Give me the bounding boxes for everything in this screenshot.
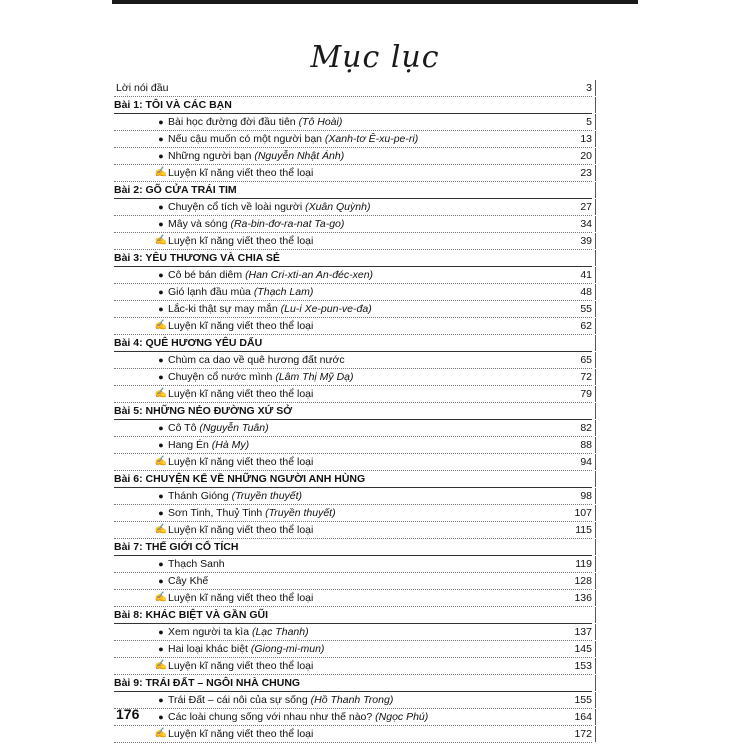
- toc-entry-author: (Lạc Thanh): [251, 626, 309, 638]
- right-rule: [595, 301, 596, 317]
- toc-entry: [114, 590, 592, 607]
- toc-entry-page: 48: [580, 286, 592, 298]
- toc-entry-title: Gió lạnh đầu mùa: [168, 286, 251, 298]
- toc-lesson-heading: [114, 403, 592, 420]
- toc-entry-title: Lời nói đầu: [116, 82, 169, 94]
- toc-entry-title: Luyện kĩ năng viết theo thể loại: [168, 728, 314, 740]
- toc-entry-author: (Nguyễn Nhật Ánh): [254, 150, 345, 162]
- writing-hand-icon: ✍: [154, 592, 168, 603]
- right-rule: [595, 590, 596, 606]
- page-title: Mục lục: [310, 40, 440, 75]
- toc-entry-page: 107: [574, 507, 592, 519]
- toc-entry-author: (Truyền thuyết): [265, 507, 336, 519]
- toc-entry: [114, 573, 592, 590]
- toc-lesson-heading: [114, 335, 592, 352]
- right-rule: [595, 335, 596, 351]
- right-rule: [595, 284, 596, 300]
- bullet-icon: ●: [158, 627, 164, 637]
- toc-entry-page: 13: [580, 133, 592, 145]
- toc-entry-text: [168, 726, 568, 742]
- toc-entry-text: [168, 318, 574, 334]
- toc-entry-text: [168, 624, 568, 640]
- toc-entry: [114, 284, 592, 301]
- lesson-title: Bài 6: CHUYỆN KỂ VỀ NHỮNG NGƯỜI ANH HÙNG: [114, 473, 366, 485]
- toc-entry: [114, 148, 592, 165]
- toc-entry-title: Thánh Gióng: [168, 490, 229, 502]
- toc-entry-text: [168, 233, 574, 249]
- toc-entry: [114, 233, 592, 250]
- right-rule: [595, 369, 596, 385]
- toc-row-intro: [114, 80, 592, 97]
- toc-entry: [114, 369, 592, 386]
- right-rule: [595, 148, 596, 164]
- right-rule: [595, 505, 596, 521]
- toc-entry-title: Trái Đất – cái nôi của sự sống: [168, 694, 308, 706]
- toc-entry-page: 119: [575, 558, 592, 570]
- right-rule: [595, 607, 596, 623]
- right-rule: [595, 80, 596, 96]
- writing-hand-icon: ✍: [154, 388, 168, 399]
- toc-entry-author: (Giong-mi-mun): [250, 643, 325, 655]
- toc-entry-page: 137: [574, 626, 592, 638]
- toc-entry: [114, 556, 592, 573]
- right-rule: [595, 114, 596, 130]
- right-rule: [595, 675, 596, 691]
- right-rule: [595, 454, 596, 470]
- writing-hand-icon: ✍: [154, 235, 168, 246]
- toc-entry-title: Sơn Tinh, Thuỷ Tinh: [168, 507, 263, 519]
- toc-entry-title: Luyện kĩ năng viết theo thể loại: [168, 524, 314, 536]
- toc-entry: [114, 488, 592, 505]
- toc-entry: [114, 692, 592, 709]
- bullet-icon: ●: [158, 695, 164, 705]
- lesson-title: Bài 9: TRÁI ĐẤT – NGÔI NHÀ CHUNG: [114, 677, 301, 689]
- toc-lesson-heading: [114, 471, 592, 488]
- toc-entry-text: [168, 420, 574, 436]
- toc-entry-author: (Han Cri-xti-an An-đéc-xen): [245, 269, 374, 281]
- bullet-icon: ●: [158, 134, 164, 144]
- toc-entry: [114, 131, 592, 148]
- lesson-title: Bài 3: YÊU THƯƠNG VÀ CHIA SẺ: [114, 252, 280, 264]
- right-rule: [595, 641, 596, 657]
- toc-entry-author: (Thạch Lam): [253, 286, 314, 298]
- toc-entry: [114, 420, 592, 437]
- toc-entry-text: [168, 658, 568, 674]
- right-rule: [595, 726, 596, 742]
- toc-entry-text: [168, 709, 568, 725]
- toc-entry-page: 3: [586, 82, 592, 94]
- right-rule: [595, 267, 596, 283]
- toc-entry-author: (Ngọc Phú): [375, 711, 429, 723]
- toc-lesson-heading: [114, 675, 592, 692]
- toc-entry-page: 5: [586, 116, 592, 128]
- toc-entry-text: [168, 556, 569, 572]
- toc-entry-title: Luyện kĩ năng viết theo thể loại: [168, 592, 314, 604]
- toc-entry: [114, 199, 592, 216]
- writing-hand-icon: ✍: [154, 167, 168, 178]
- toc-entry-title: Cô bé bán diêm: [168, 269, 243, 281]
- writing-hand-icon: ✍: [154, 660, 168, 671]
- bullet-icon: ●: [158, 117, 164, 127]
- toc-lesson-heading: [114, 607, 592, 624]
- toc-entry-author: (Tô Hoài): [298, 116, 343, 128]
- toc-entry-author: (Hà My): [211, 439, 250, 451]
- toc-entry-text: [168, 573, 568, 589]
- right-rule: [595, 250, 596, 266]
- toc-entry-title: Chuyện cổ nước mình: [168, 371, 273, 383]
- bullet-icon: ●: [158, 372, 164, 382]
- toc-entry-page: 72: [580, 371, 592, 383]
- bullet-icon: ●: [158, 355, 164, 365]
- bullet-icon: ●: [158, 423, 164, 433]
- toc-entry-page: 94: [580, 456, 592, 468]
- toc-entry: [114, 641, 592, 658]
- lesson-title: Bài 2: GÕ CỬA TRÁI TIM: [114, 184, 237, 196]
- right-rule: [595, 573, 596, 589]
- toc-entry: [114, 709, 592, 726]
- toc-entry-text: [168, 131, 574, 147]
- right-rule: [595, 386, 596, 402]
- toc-entry-text: [168, 369, 574, 385]
- toc-entry: [114, 658, 592, 675]
- toc-entry-author: (Truyền thuyết): [231, 490, 303, 502]
- toc-entry-title: Luyện kĩ năng viết theo thể loại: [168, 660, 314, 672]
- toc-entry-title: Những người bạn: [168, 150, 252, 162]
- right-rule: [595, 97, 596, 113]
- writing-hand-icon: ✍: [154, 728, 168, 739]
- toc-entry: [114, 522, 592, 539]
- toc-entry-author: (Nguyễn Tuân): [199, 422, 269, 434]
- lesson-title: Bài 7: THẾ GIỚI CỔ TÍCH: [114, 541, 239, 553]
- toc-entry-title: Luyện kĩ năng viết theo thể loại: [168, 167, 314, 179]
- toc-entry-page: 98: [580, 490, 592, 502]
- toc-entry: [114, 301, 592, 318]
- toc-entry-text: [168, 505, 568, 521]
- right-rule: [595, 658, 596, 674]
- right-rule: [595, 165, 596, 181]
- toc-entry-title: Nếu cậu muốn có một người bạn: [168, 133, 322, 145]
- toc-entry-text: [168, 590, 568, 606]
- toc-entry-text: [168, 284, 574, 300]
- toc-entry: [114, 726, 592, 743]
- toc-entry-text: [168, 454, 574, 470]
- bullet-icon: ●: [158, 287, 164, 297]
- toc-entry: [114, 318, 592, 335]
- toc-entry-title: Chùm ca dao về quê hương đất nước: [168, 354, 345, 366]
- toc-entry-page: 34: [580, 218, 592, 230]
- toc-entry-title: Luyện kĩ năng viết theo thể loại: [168, 235, 314, 247]
- toc-entry: [114, 624, 592, 641]
- toc-entry-page: 23: [580, 167, 592, 179]
- toc-entry-text: [168, 216, 574, 232]
- toc-entry-title: Cây Khế: [168, 575, 209, 587]
- toc-entry: [114, 352, 592, 369]
- right-rule: [595, 318, 596, 334]
- writing-hand-icon: ✍: [154, 320, 168, 331]
- toc-entry-title: Thạch Sanh: [168, 558, 225, 570]
- toc-entry-page: 20: [580, 150, 592, 162]
- bullet-icon: ●: [158, 576, 164, 586]
- bullet-icon: ●: [158, 202, 164, 212]
- toc-entry-title: Luyện kĩ năng viết theo thể loại: [168, 388, 314, 400]
- toc-entry-page: 128: [574, 575, 592, 587]
- right-rule: [595, 352, 596, 368]
- toc-entry-text: [168, 386, 574, 402]
- toc-entry-text: [168, 301, 574, 317]
- toc-entry-text: [168, 522, 569, 538]
- toc-lesson-heading: [114, 250, 592, 267]
- toc-entry-author: (Xuân Quỳnh): [305, 201, 371, 213]
- toc-entry-title: Cô Tô: [168, 422, 197, 434]
- bullet-icon: ●: [158, 270, 164, 280]
- right-rule: [595, 403, 596, 419]
- right-rule: [595, 437, 596, 453]
- right-rule: [595, 539, 596, 555]
- toc-entry-title: Xem người ta kìa: [168, 626, 250, 638]
- lesson-title: Bài 1: TÔI VÀ CÁC BẠN: [114, 99, 232, 111]
- right-rule: [595, 471, 596, 487]
- bullet-icon: ●: [158, 644, 164, 654]
- bullet-icon: ●: [158, 559, 164, 569]
- toc-entry-text: [168, 488, 574, 504]
- toc-entry-title: Các loài chung sống với nhau như thế nào?: [168, 711, 373, 723]
- right-rule: [595, 624, 596, 640]
- page-number: 176: [116, 706, 140, 722]
- toc-entry-page: 79: [580, 388, 592, 400]
- toc-entry: [114, 505, 592, 522]
- toc-entry-page: 55: [580, 303, 592, 315]
- right-rule: [595, 692, 596, 708]
- right-rule: [595, 488, 596, 504]
- lesson-title: Bài 5: NHỮNG NẺO ĐƯỜNG XỨ SỞ: [114, 405, 293, 417]
- toc-entry-page: 88: [580, 439, 592, 451]
- right-rule: [595, 233, 596, 249]
- toc-entry-title: Mây và sóng: [168, 218, 228, 230]
- bullet-icon: ●: [158, 219, 164, 229]
- toc-entry-text: [168, 165, 574, 181]
- writing-hand-icon: ✍: [154, 524, 168, 535]
- bullet-icon: ●: [158, 712, 164, 722]
- toc-entry: [114, 114, 592, 131]
- right-rule: [595, 199, 596, 215]
- toc-lesson-heading: [114, 97, 592, 114]
- writing-hand-icon: ✍: [154, 456, 168, 467]
- toc-entry-title: Luyện kĩ năng viết theo thể loại: [168, 320, 314, 332]
- toc-entry-page: 27: [580, 201, 592, 213]
- toc-entry: [114, 454, 592, 471]
- toc-entry-title: Hang Én: [168, 439, 209, 451]
- toc-entry: [114, 165, 592, 182]
- toc-entry-text: [168, 692, 568, 708]
- table-of-contents: [114, 80, 592, 743]
- bullet-icon: ●: [158, 304, 164, 314]
- toc-entry-page: 136: [574, 592, 592, 604]
- toc-entry-page: 172: [574, 728, 592, 740]
- toc-entry: [114, 437, 592, 454]
- toc-entry-author: (Ra-bin-đơ-ra-nat Ta-go): [230, 218, 345, 230]
- right-rule: [595, 216, 596, 232]
- toc-lesson-heading: [114, 182, 592, 199]
- right-rule: [595, 182, 596, 198]
- lesson-title: Bài 8: KHÁC BIỆT VÀ GẦN GŨI: [114, 609, 269, 621]
- toc-entry-page: 65: [580, 354, 592, 366]
- toc-entry-page: 153: [574, 660, 592, 672]
- toc-entry-title: Hai loại khác biệt: [168, 643, 248, 655]
- top-rule: [112, 0, 638, 4]
- lesson-title: Bài 4: QUÊ HƯƠNG YÊU DẤU: [114, 337, 263, 349]
- toc-entry-title: Luyện kĩ năng viết theo thể loại: [168, 456, 314, 468]
- toc-entry-author: (Lâm Thị Mỹ Dạ): [275, 371, 354, 383]
- toc-entry: [114, 216, 592, 233]
- toc-entry-text: [168, 267, 574, 283]
- toc-entry-text: [168, 199, 574, 215]
- toc-entry-page: 39: [580, 235, 592, 247]
- toc-entry-text: [168, 114, 580, 130]
- bullet-icon: ●: [158, 508, 164, 518]
- bullet-icon: ●: [158, 151, 164, 161]
- toc-entry-text: [168, 641, 568, 657]
- right-rule: [595, 131, 596, 147]
- bullet-icon: ●: [158, 440, 164, 450]
- toc-entry-title: Chuyện cổ tích về loài người: [168, 201, 303, 213]
- right-rule: [595, 420, 596, 436]
- toc-entry: [114, 267, 592, 284]
- toc-entry-page: 82: [580, 422, 592, 434]
- toc-lesson-heading: [114, 539, 592, 556]
- right-rule: [595, 709, 596, 725]
- right-rule: [595, 522, 596, 538]
- toc-entry-page: 41: [580, 269, 592, 281]
- lessons-list: [114, 97, 592, 743]
- toc-entry-text: [168, 437, 574, 453]
- toc-entry-title: Lắc-ki thật sự may mắn: [168, 303, 278, 315]
- toc-entry-author: (Lu-i Xe-pun-ve-đa): [280, 303, 372, 315]
- toc-entry-text: [168, 148, 574, 164]
- toc-entry: [114, 386, 592, 403]
- toc-entry-page: 145: [574, 643, 592, 655]
- toc-entry-page: 164: [574, 711, 592, 723]
- toc-entry-title: Bài học đường đời đầu tiên: [168, 116, 296, 128]
- bullet-icon: ●: [158, 491, 164, 501]
- toc-entry-page: 62: [580, 320, 592, 332]
- toc-entry-page: 155: [574, 694, 592, 706]
- toc-entry-text: [168, 352, 574, 368]
- toc-entry-page: 115: [575, 524, 592, 536]
- right-rule: [595, 556, 596, 572]
- toc-entry-author: (Xanh-tơ Ê-xu-pe-ri): [324, 133, 419, 145]
- toc-entry-author: (Hồ Thanh Trong): [310, 694, 394, 706]
